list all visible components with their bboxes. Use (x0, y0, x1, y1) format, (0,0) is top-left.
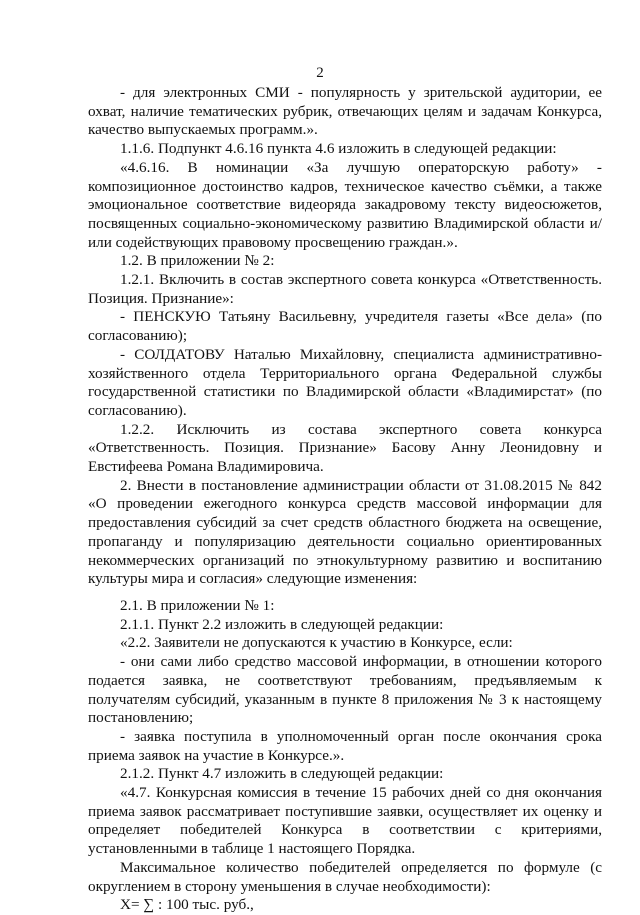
paragraph-1-2-2: 1.2.2. Исключить из состава экспертного совета конкурса «Ответственность. Позиция. Признание» Басову Анну Леонидовну и Евстифеева Романа Владимировича. (88, 420, 602, 476)
paragraph-2: 2. Внести в постановление администрации области от 31.08.2015 № 842 «О проведении ежегодного конкурса средств массовой информации для предоставления субсидий за счет средств областного бюджета на освещение, пропаганду и популяризацию деятельности социально ориентированных некоммерческих организаций по этнокультурному развитию и воспитанию культуры мира и согласия» следующие изменения: (88, 476, 602, 588)
paragraph-penskaya: - ПЕНСКУЮ Татьяну Васильевну, учредителя газеты «Все дела» (по согласованию); (88, 308, 602, 345)
formula-line: X= ∑ : 100 тыс. руб., (120, 896, 254, 914)
paragraph-2-1: 2.1. В приложении № 1: (120, 596, 275, 614)
paragraph-max-winners: Максимальное количество победителей определяется по формуле (с округлением в сторону уменьшения в случае необходимости): (88, 858, 602, 895)
paragraph-late-application: - заявка поступила в уполномоченный орган после окончания срока приема заявок на участие в Конкурсе.». (88, 727, 602, 764)
paragraph-2-1-1: 2.1.1. Пункт 2.2 изложить в следующей редакции: (120, 615, 444, 633)
paragraph-electronic-media-criteria: - для электронных СМИ - популярность у зрительской аудитории, ее охват, наличие тематических рубрик, отвечающих целям и задачам Конкурса, качество выпускаемых программ.». (88, 84, 602, 139)
document-body (88, 84, 602, 915)
paragraph-2-2: «2.2. Заявители не допускаются к участию в Конкурсе, если: (120, 634, 513, 652)
paragraph-soldatova: - СОЛДАТОВУ Наталью Михайловну, специалиста административно-хозяйственного отдела Территориального органа Федеральной службы государственной статистики по Владимирской области «Владимирстат» (по согласованию). (88, 345, 602, 419)
paragraph-4-6-16: «4.6.16. В номинации «За лучшую операторскую работу» - композиционное достоинство кадров, техническое качество съёмки, а также эмоциональное соответствие видеоряда закадровому тексту видеосюжетов, посвященных социально-экономическому развитию Владимирской области и/или содействующих правовому просвещению граждан.». (88, 158, 602, 251)
paragraph-2-1-2: 2.1.2. Пункт 4.7 изложить в следующей редакции: (120, 765, 444, 783)
paragraph-1-2: 1.2. В приложении № 2: (120, 252, 275, 270)
page-number: 2 (316, 65, 324, 81)
paragraph-applicant-noncompliance: - они сами либо средство массовой информации, в отношении которого подается заявка, не соответствуют требованиям, предъявляемым к получателям субсидий, указанным в пункте 8 приложения № 3 к настоящему постановлению; (88, 653, 602, 727)
paragraph-1-2-1: 1.2.1. Включить в состав экспертного совета конкурса «Ответственность. Позиция. Признание»: (88, 271, 602, 307)
paragraph-4-7: «4.7. Конкурсная комиссия в течение 15 рабочих дней со дня окончания приема заявок рассматривает поступившие заявки, осуществляет их оценку и определяет победителей Конкурса в соответствии с критериями, установленными в таблице 1 настоящего Порядка. (88, 784, 602, 858)
paragraph-1-1-6: 1.1.6. Подпункт 4.6.16 пункта 4.6 изложить в следующей редакции: (120, 140, 557, 158)
